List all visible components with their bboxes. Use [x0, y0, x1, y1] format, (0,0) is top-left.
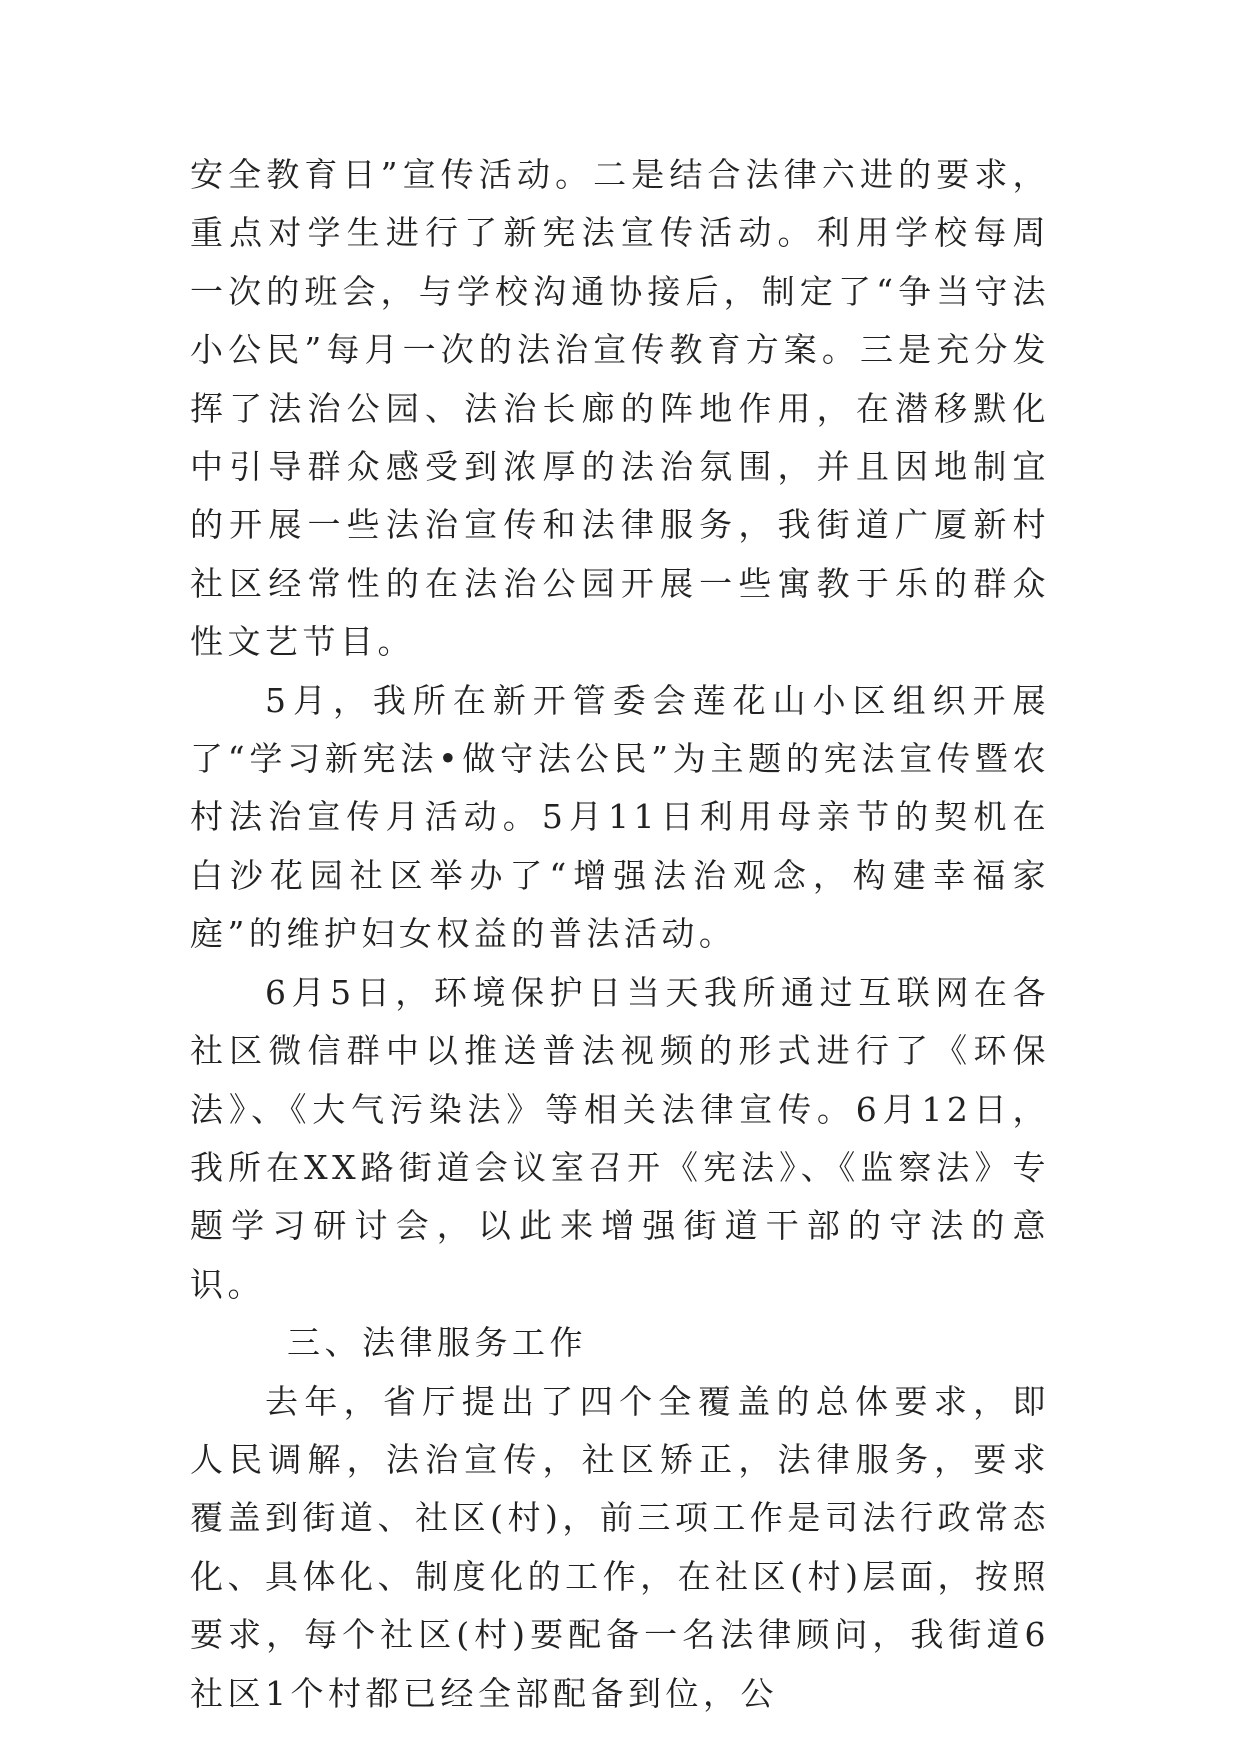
paragraph-continuation: 安全教育日”宣传活动。二是结合法律六进的要求，重点对学生进行了新宪法宣传活动。利用学校每周一次的班会，与学校沟通协接后，制定了“争当守法小公民”每月一次的法治宣传教育方案。三是充分发挥了法治公园、法治长廊的阵地作用，在潜移默化中引导群众感受到浓厚的法治氛围，并且因地制宜的开展一些法治宣传和法律服务，我街道广厦新村社区经常性的在法治公园开展一些寓教于乐的群众性文艺节目。 — [190, 155, 1050, 662]
section-heading-legal-services: 三、法律服务工作 — [287, 1323, 587, 1363]
document-body — [190, 146, 1050, 1723]
paragraph-may-activities: 5月，我所在新开管委会莲花山小区组织开展了“学习新宪法•做守法公民”为主题的宪法宣传暨农村法治宣传月活动。5月11日利用母亲节的契机在白沙花园社区举办了“增强法治观念，构建幸福家庭”的维护妇女权益的普法活动。 — [190, 680, 1050, 954]
paragraph-legal-services: 去年，省厅提出了四个全覆盖的总体要求，即人民调解，法治宣传，社区矫正，法律服务，要求覆盖到街道、社区(村)，前三项工作是司法行政常态化、具体化、制度化的工作，在社区(村)层面，按照要求，每个社区(村)要配备一名法律顾问，我街道6社区1个村都已经全部配备到位，公 — [190, 1381, 1050, 1713]
paragraph-june-activities: 6月5日，环境保护日当天我所通过互联网在各社区微信群中以推送普法视频的形式进行了《环保法》、《大气污染法》等相关法律宣传。6月12日，我所在XX路街道会议室召开《宪法》、《监察法》专题学习研讨会，以此来增强街道干部的守法的意识。 — [190, 972, 1050, 1304]
